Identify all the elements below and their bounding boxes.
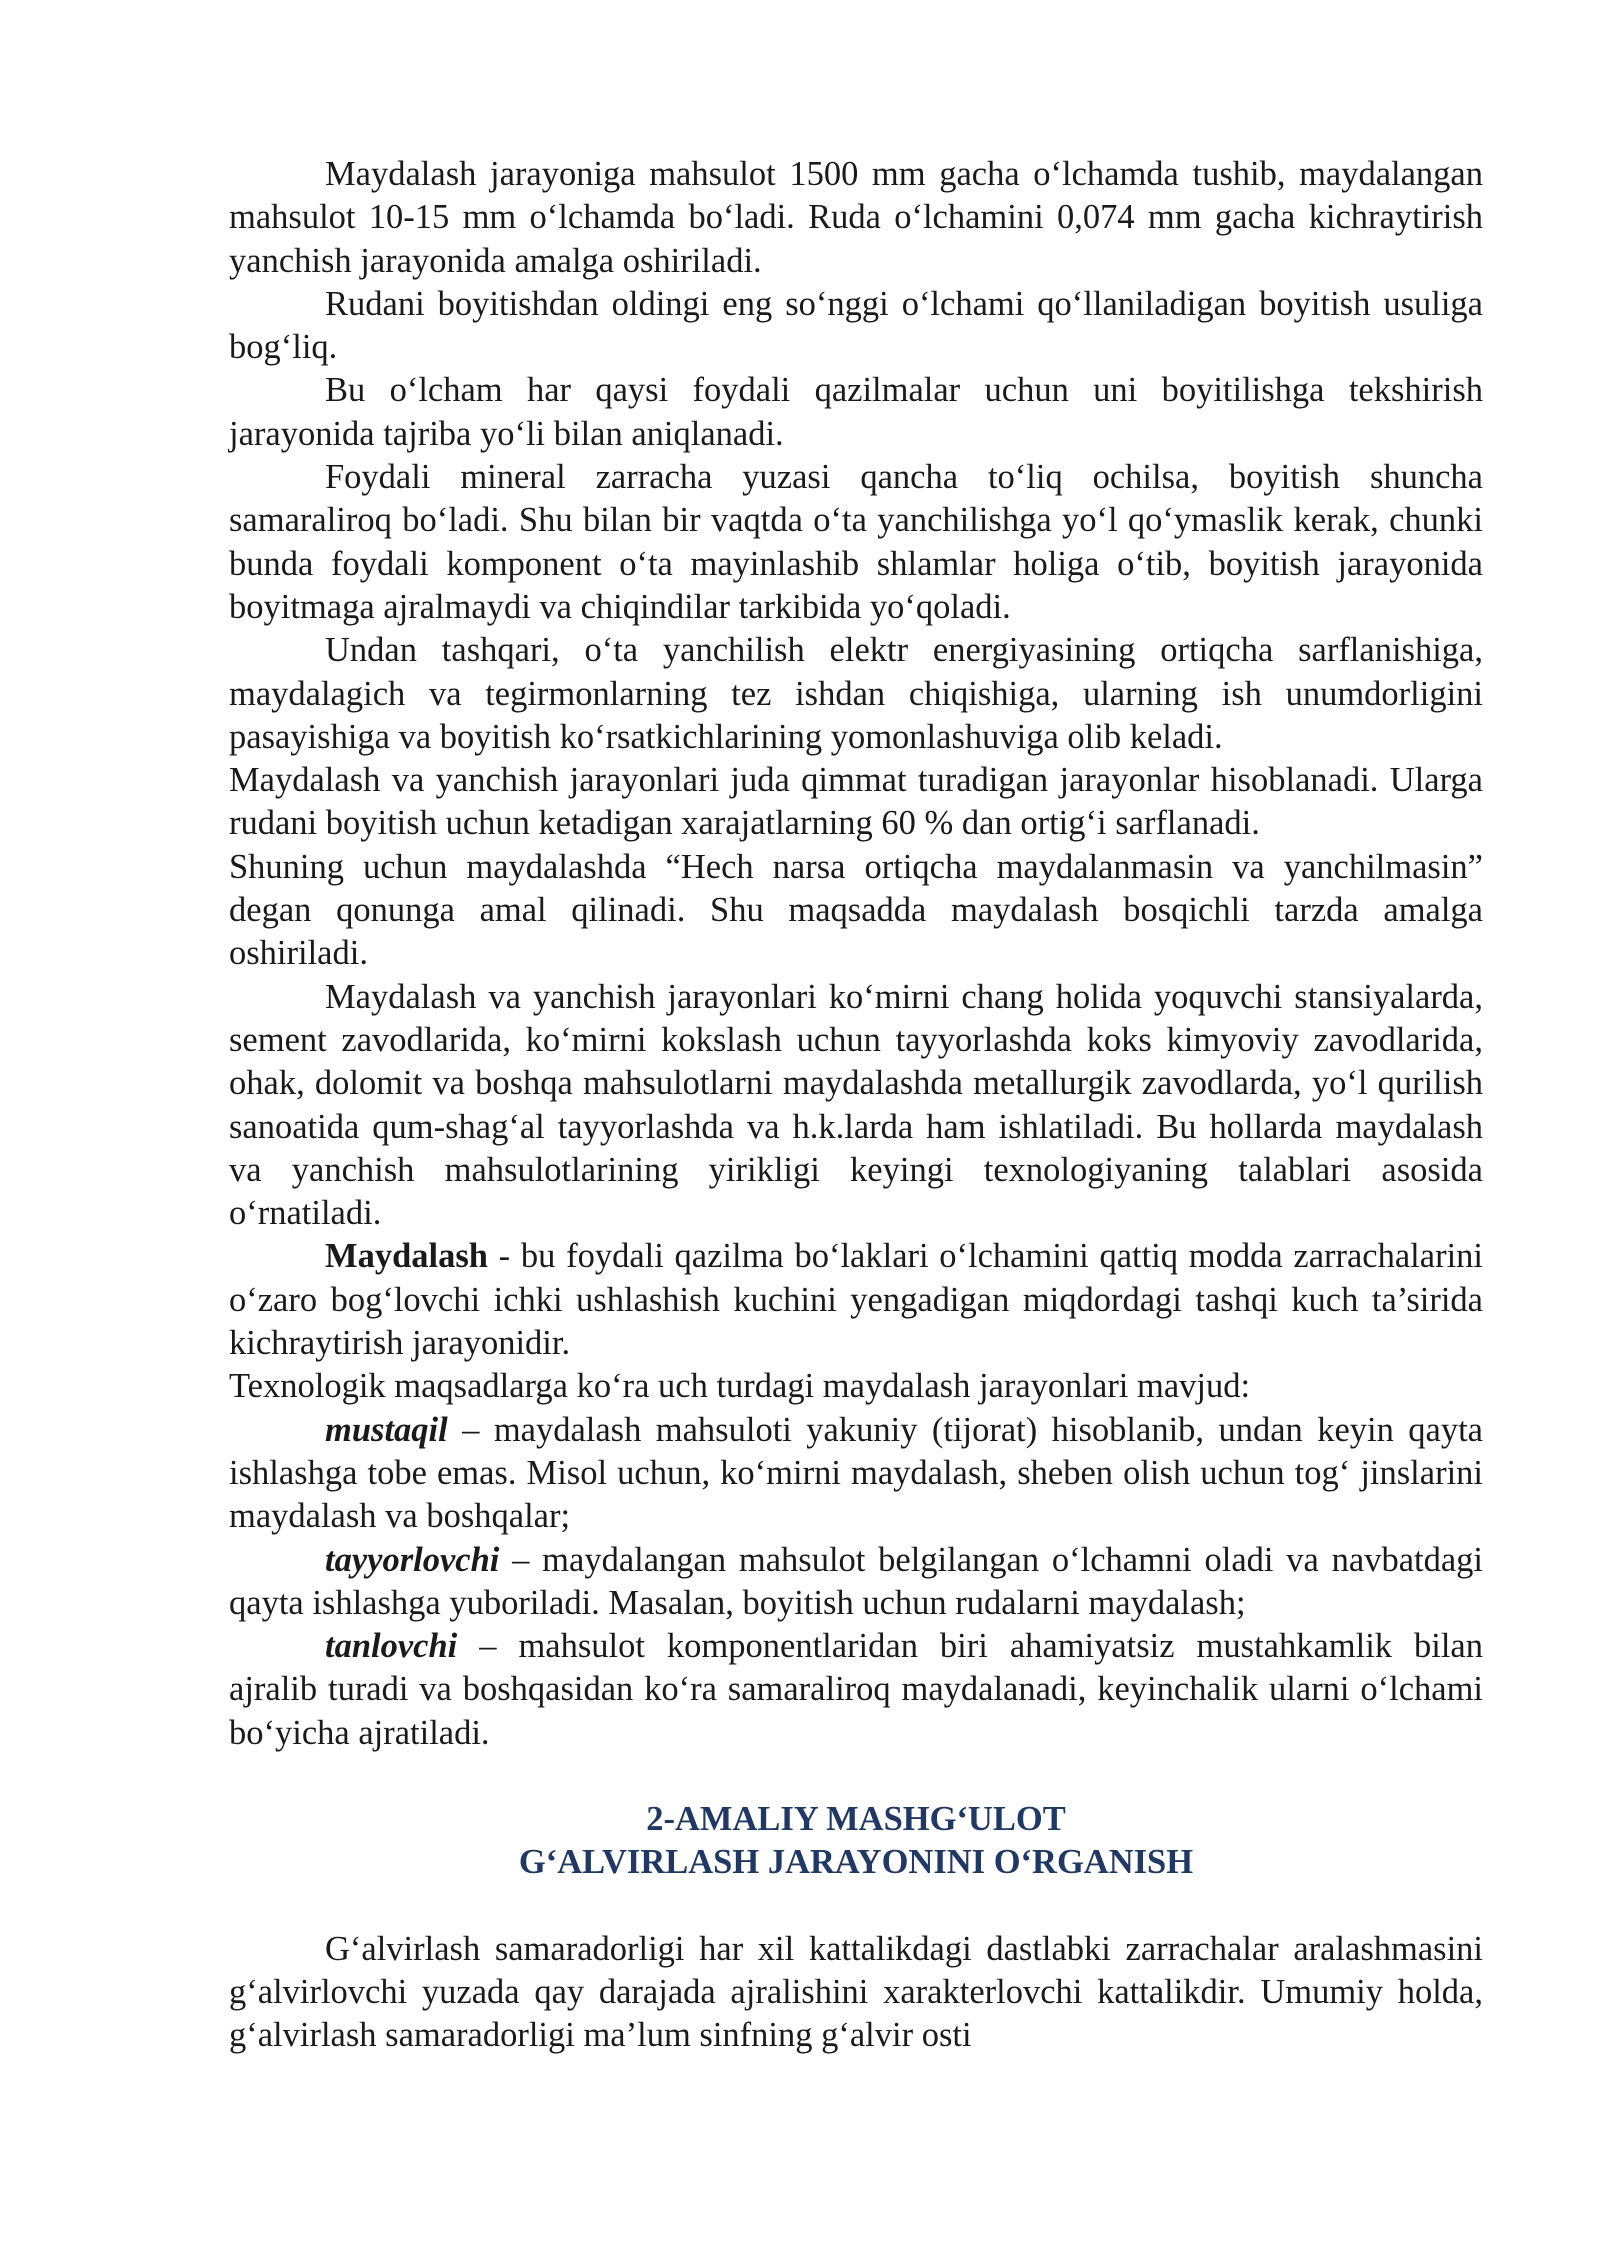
type-preparatory-text: – maydalangan mahsulot belgilangan oʻlchamni oladi va navbatdagi qayta ishlashga yuboriladi. Masalan, boyitish uchun rudalarni maydalash; — [229, 1540, 1483, 1622]
paragraph-size-determination: Bu oʻlcham har qaysi foydali qazilmalar uchun uni boyitilishga tekshirish jarayonida tajriba yoʻli bilan aniqlanadi. — [229, 371, 1483, 453]
type-independent-text: – maydalash mahsuloti yakuniy (tijorat) hisoblanib, undan keyin qayta ishlashga tobe emas. Misol uchun, koʻmirni maydalash, sheben olish uchun togʻ jinslarini maydalash va boshqalar; — [229, 1410, 1483, 1536]
paragraph-rule: Shuning uchun maydalashda “Hech narsa ortiqcha maydalanmasin va yanchilmasin” degan qonunga amal qilinadi. Shu maqsadda maydalash bosqichli tarzda amalga oshiriladi. — [229, 847, 1483, 973]
term-mustaqil: mustaqil — [325, 1410, 448, 1449]
paragraph-screening-efficiency: Gʻalvirlash samaradorligi har xil kattalikdagi dastlabki zarrachalar aralashmasini gʻalvirlovchi yuzada qay darajada ajralishini xarakterlovchi kattalikdir. Umumiy holda, gʻalvirlash samaradorligi ma’lum sinfning gʻalvir osti — [229, 1929, 1483, 2055]
paragraph-overgrinding: Foydali mineral zarracha yuzasi qancha toʻliq ochilsa, boyitish shuncha samaraliroq boʻladi. Shu bilan bir vaqtda oʻta yanchilishga yoʻl qoʻymaslik kerak, chunki bunda foydali komponent oʻta mayinlashib shlamlar holiga oʻtib, boyitish jarayonida boyitmaga ajralmaydi va chiqindilar tarkibida yoʻqoladi. — [229, 458, 1483, 626]
paragraph-type-selective — [229, 1625, 1483, 1755]
paragraph-energy-consumption: Undan tashqari, oʻta yanchilish elektr energiyasining ortiqcha sarflanishiga, maydalagich va tegirmonlarning tez ishdan chiqishiga, ularning ish unumdorligini pasayishiga va boyitish koʻrsatkichlarining yomonlashuviga olib keladi. — [229, 631, 1483, 756]
paragraph-types-intro: Texnologik maqsadlarga koʻra uch turdagi maydalash jarayonlari mavjud: — [229, 1367, 1251, 1406]
paragraph-applications: Maydalash va yanchish jarayonlari koʻmirni chang holida yoquvchi stansiyalarda, sement zavodlarida, koʻmirni kokslash uchun tayyorlashda koks kimyoviy zavodlarida, ohak, dolomit va boshqa mahsulotlarni maydalashda metallurgik zavodlarda, yoʻl qurilish sanoatida qum-shagʻal tayyorlashda va h.k.larda ham ishlatiladi. Bu hollarda maydalash va yanchish mahsulotlarining yirikligi keyingi texnologiyaning talablari asosida oʻrnatiladi. — [229, 977, 1483, 1233]
section-heading — [229, 1798, 1483, 1885]
heading-line-2: GʻALVIRLASH JARAYONINI OʻRGANISH — [518, 1843, 1194, 1882]
document-page — [229, 153, 1483, 2057]
paragraph-type-preparatory — [229, 1539, 1483, 1626]
paragraph-crushing-sizes: Maydalash jarayoniga mahsulot 1500 mm gacha oʻlchamda tushib, maydalangan mahsulot 10-15 mm oʻlchamda boʻladi. Ruda oʻlchamini 0,074 mm gacha kichraytirish yanchish jarayonida amalga oshiriladi. — [229, 155, 1483, 280]
term-maydalash: Maydalash — [325, 1237, 488, 1276]
paragraph-definition — [229, 1235, 1483, 1365]
term-tanlovchi: tanlovchi — [325, 1627, 458, 1666]
heading-line-1: 2-AMALIY MASHGʻULOT — [646, 1799, 1066, 1838]
paragraph-final-size: Rudani boyitishdan oldingi eng soʻnggi oʻlchami qoʻllaniladigan boyitish usuliga bogʻliq. — [229, 284, 1483, 367]
paragraph-costs: Maydalash va yanchish jarayonlari juda qimmat turadigan jarayonlar hisoblanadi. Ularga rudani boyitish uchun ketadigan xarajatlarning 60 % dan ortigʻi sarflanadi. — [229, 761, 1483, 843]
definition-text: - bu foydali qazilma boʻlaklari oʻlchamini qattiq modda zarrachalarini oʻzaro bogʻlovchi ichki ushlashish kuchini yengadigan miqdordagi tashqi kuch ta’sirida kichraytirish jarayonidir. — [229, 1237, 1483, 1363]
type-selective-text: – mahsulot komponentlaridan biri ahamiyatsiz mustahkamlik bilan ajralib turadi va boshqasidan koʻra samaraliroq maydalanadi, keyinchalik ularni oʻlchami boʻyicha ajratiladi. — [229, 1627, 1483, 1752]
term-tayyorlovchi: tayyorlovchi — [325, 1540, 500, 1579]
paragraph-type-independent — [229, 1409, 1483, 1539]
